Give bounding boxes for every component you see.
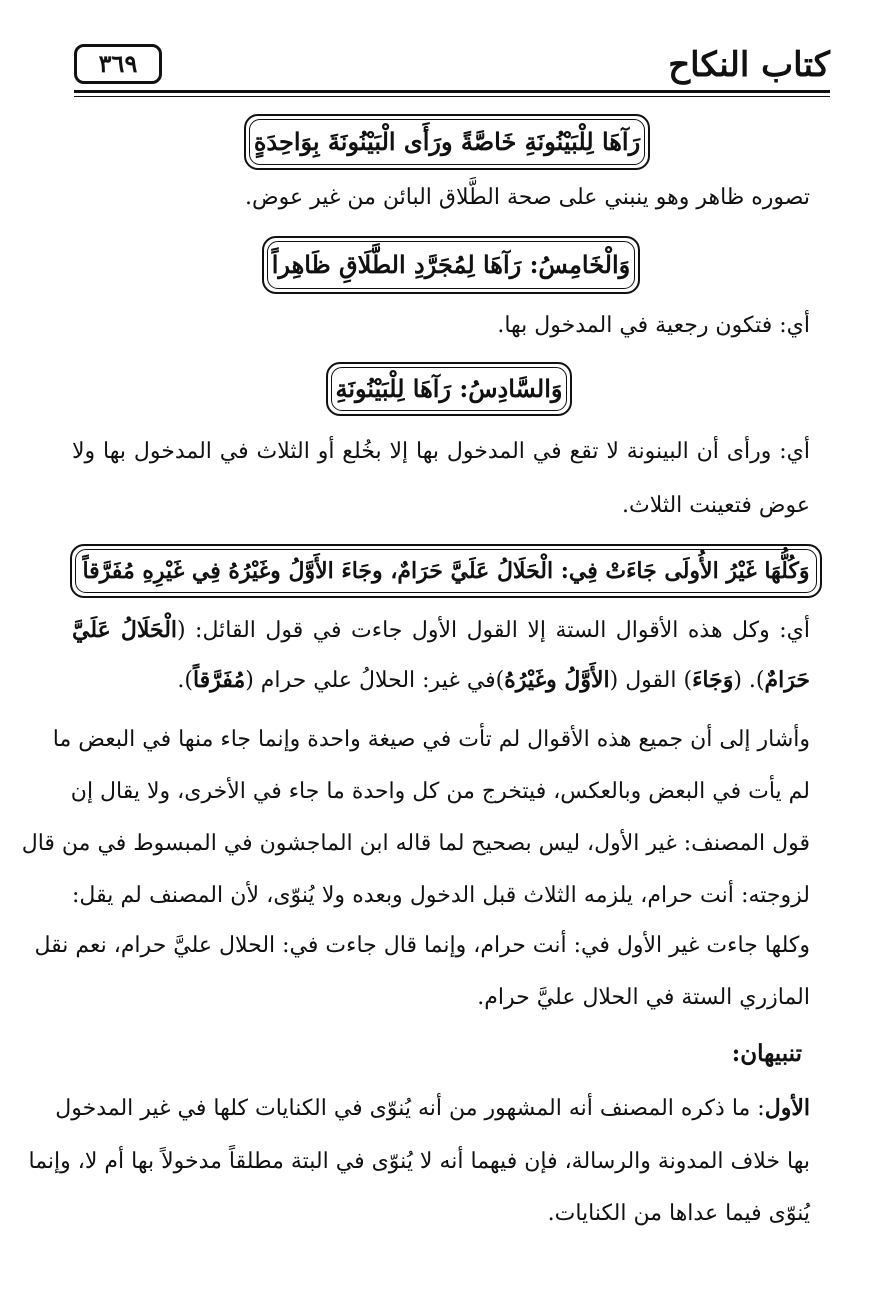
matn-text-3: وَالسَّادِسُ: رَآهَا لِلْبَيْنُونَةِ (335, 374, 563, 403)
paragraph-5-line-6: المازري الستة في الحلال عليَّ حرام. (477, 985, 810, 1010)
paragraph-5-line-1: وأشار إلى أن جميع هذه الأقوال لم تأت في صيغة واحدة وإنما جاء منها في البعض ما (52, 727, 810, 752)
quoted-matn: حَرَامٌ (764, 667, 810, 693)
matn-text-2: وَالْخَامِسُ: رَآهَا لِمُجَرَّدِ الطَّلَاقِ ظَاهِراً (271, 250, 631, 279)
matn-box-2 (262, 236, 640, 294)
commentary-text: أي: وكل هذه الأقوال الستة إلا القول الأول جاءت في قول القائل: ( (177, 618, 810, 643)
first-note-label: الأول (764, 1095, 810, 1121)
quoted-matn: وَجَاءَ (692, 667, 734, 693)
running-title: كتاب النكاح (668, 45, 830, 85)
matn-text-1: رَآهَا لِلْبَيْنُونَةِ خَاصَّةً ورَأَى الْبَيْنُونَةَ بِوَاحِدَةٍ (253, 127, 641, 156)
paragraph-4-line-2 (177, 660, 810, 701)
matn-box-4 (70, 544, 822, 598)
quoted-matn: الْحَلَالُ عَلَيَّ (72, 617, 178, 643)
paragraph-3-line-1: أي: ورأى أن البينونة لا تقع في المدخول بها إلا بخُلع أو الثلاث في المدخول بها ولا (72, 439, 810, 464)
paragraph-2: أي: فتكون رجعية في المدخول بها. (497, 313, 810, 338)
commentary-text: ). (177, 668, 193, 693)
header-divider (74, 90, 830, 93)
commentary-text: )في غير: الحلالُ علي حرام ( (245, 668, 505, 693)
quoted-matn: الأَوَّلُ وغَيْرُهُ (504, 667, 610, 693)
commentary-text: : ما ذكره المصنف أنه المشهور من أنه يُنوّى في الكنايات كلها في غير المدخول (55, 1096, 765, 1121)
paragraph-6-line-3: يُنوّى فيما عداها من الكنايات. (547, 1201, 810, 1226)
commentary-text: ). ( (733, 668, 765, 693)
matn-box-3 (326, 362, 572, 416)
paragraph-5-line-3: قول المصنف: غير الأول، ليس بصحيح لما قاله ابن الماجشون في المبسوط في من قال (21, 831, 810, 856)
quoted-matn: مُفَرَّقاً (192, 667, 246, 693)
page-number: ٣٦٩ (74, 44, 162, 84)
matn-box-1 (244, 114, 650, 170)
commentary-text: ) القول ( (609, 668, 693, 693)
matn-text-4: وَكُلُّهَا غَيْرُ الأُولَى جَاءَتْ فِي: الْحَلَالُ عَلَيَّ حَرَامٌ، وجَاءَ الأَوَّلُ وغَيْرُهُ فِي غَيْرِهِ مُفَرَّقاً (82, 558, 810, 584)
paragraph-5-line-4: لزوجته: أنت حرام، يلزمه الثلاث قبل الدخول وبعده ولا يُنوّى، لأن المصنف لم يقل: (72, 883, 810, 908)
paragraph-4-line-1 (72, 610, 810, 651)
paragraph-6-line-1 (55, 1088, 810, 1129)
paragraph-3-line-2: عوض فتعينت الثلاث. (621, 493, 810, 518)
paragraph-1: تصوره ظاهر وهو ينبني على صحة الطَّلاق البائن من غير عوض. (245, 185, 810, 210)
paragraph-5-line-2: لم يأت في البعض وبالعكس، فيتخرج من كل واحدة ما جاء في الأخرى، ولا يقال إن (70, 779, 810, 804)
section-heading: تنبيهان: (731, 1040, 802, 1067)
paragraph-5-line-5: وكلها جاءت غير الأول في: أنت حرام، وإنما قال جاءت في: الحلال عليَّ حرام، نعم نقل (34, 933, 810, 958)
paragraph-6-line-2: بها خلاف المدونة والرسالة، فإن فيهما أنه لا يُنوّى في البتة مطلقاً مدخولاً بها أم لا، وإنما (28, 1149, 810, 1174)
